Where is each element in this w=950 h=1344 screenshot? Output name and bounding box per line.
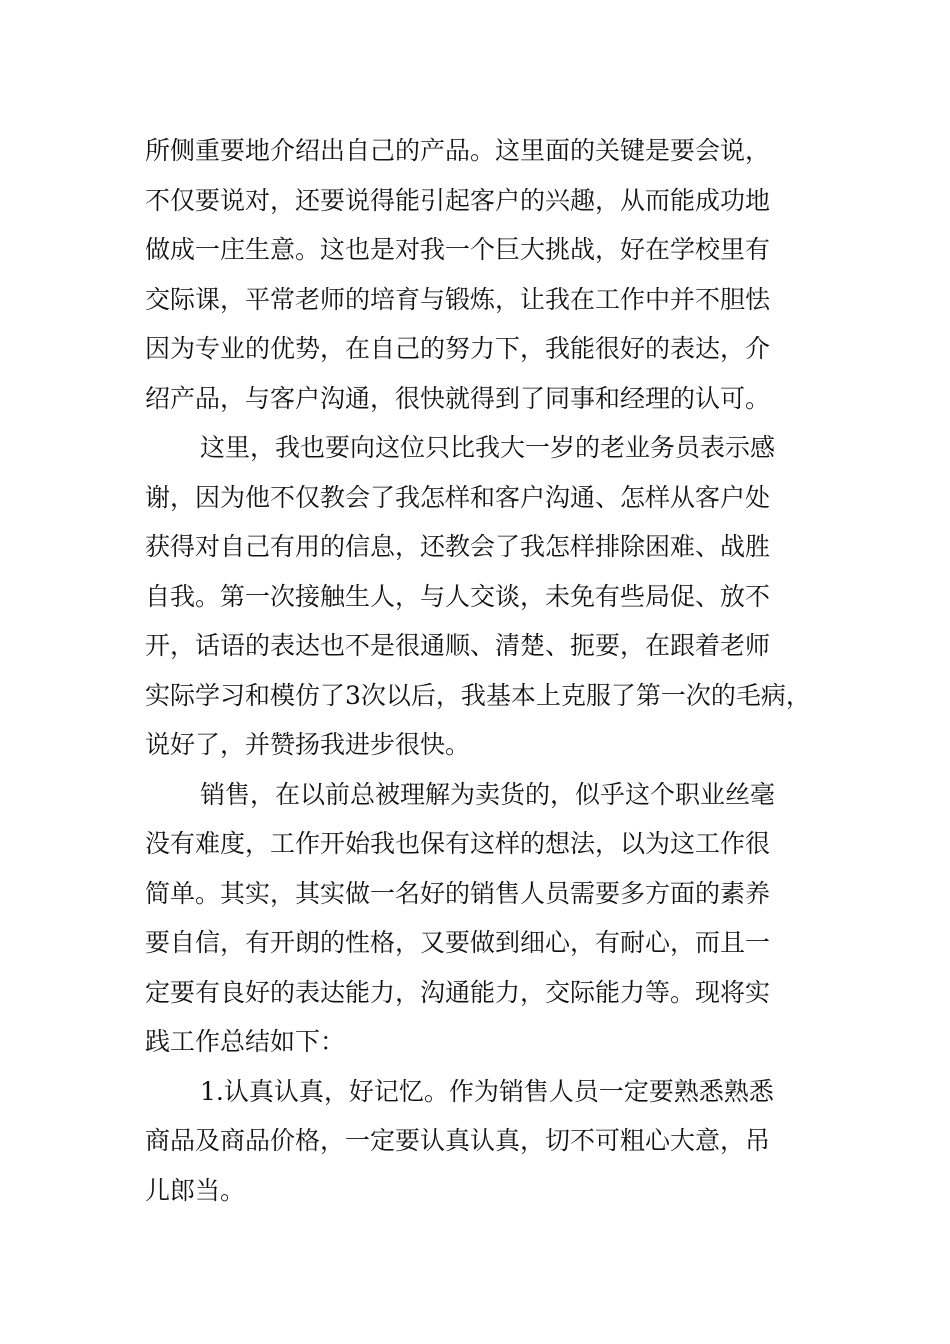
text-line: 商品及商品价格，一定要认真认真，切不可粗心大意，吊: [145, 1126, 771, 1155]
text-line: 儿郎当。: [145, 1175, 246, 1205]
text-line: 说好了，并赞扬我进步很快。: [145, 730, 471, 759]
text-line: 这里，我也要向这位只比我大一岁的老业务员表示感: [200, 433, 776, 462]
text-line: 因为专业的优势，在自己的努力下，我能很好的表达，介: [145, 334, 771, 363]
text-line: 不仅要说对，还要说得能引起客户的兴趣，从而能成功地: [145, 185, 771, 215]
text-line: 做成一庄生意。这也是对我一个巨大挑战，好在学校里有: [145, 235, 771, 264]
text-line: 谢，因为他不仅教会了我怎样和客户沟通、怎样从客户处: [145, 482, 771, 512]
text-line: 没有难度，工作开始我也保有这样的想法，以为这工作很: [145, 829, 771, 858]
text-line: 销售，在以前总被理解为卖货的，似乎这个职业丝毫: [200, 779, 776, 809]
document-body: [145, 126, 825, 1215]
text-line: 获得对自己有用的信息，还教会了我怎样排除困难、战胜: [145, 532, 771, 561]
text-line: 绍产品，与客户沟通，很快就得到了同事和经理的认可。: [145, 383, 771, 413]
text-line: 自我。第一次接触生人，与人交谈，未免有些局促、放不: [145, 581, 771, 611]
text-line: 1.认真认真，好记忆。作为销售人员一定要熟悉熟悉: [200, 1076, 774, 1106]
text-line: 实际学习和模仿了3次以后，我基本上克服了第一次的毛病，: [145, 680, 811, 710]
text-line: 定要有良好的表达能力，沟通能力，交际能力等。现将实: [145, 977, 771, 1007]
text-line: 所侧重要地介绍出自己的产品。这里面的关键是要会说，: [145, 136, 771, 165]
text-line: 交际课，平常老师的培育与锻炼，让我在工作中并不胆怯: [145, 284, 771, 314]
text-line: 要自信，有开朗的性格，又要做到细心，有耐心，而且一: [145, 928, 771, 957]
text-line: 开，话语的表达也不是很通顺、清楚、扼要，在跟着老师: [145, 631, 771, 660]
text-line: 践工作总结如下：: [145, 1027, 346, 1056]
text-line: 简单。其实，其实做一名好的销售人员需要多方面的素养: [145, 878, 771, 908]
